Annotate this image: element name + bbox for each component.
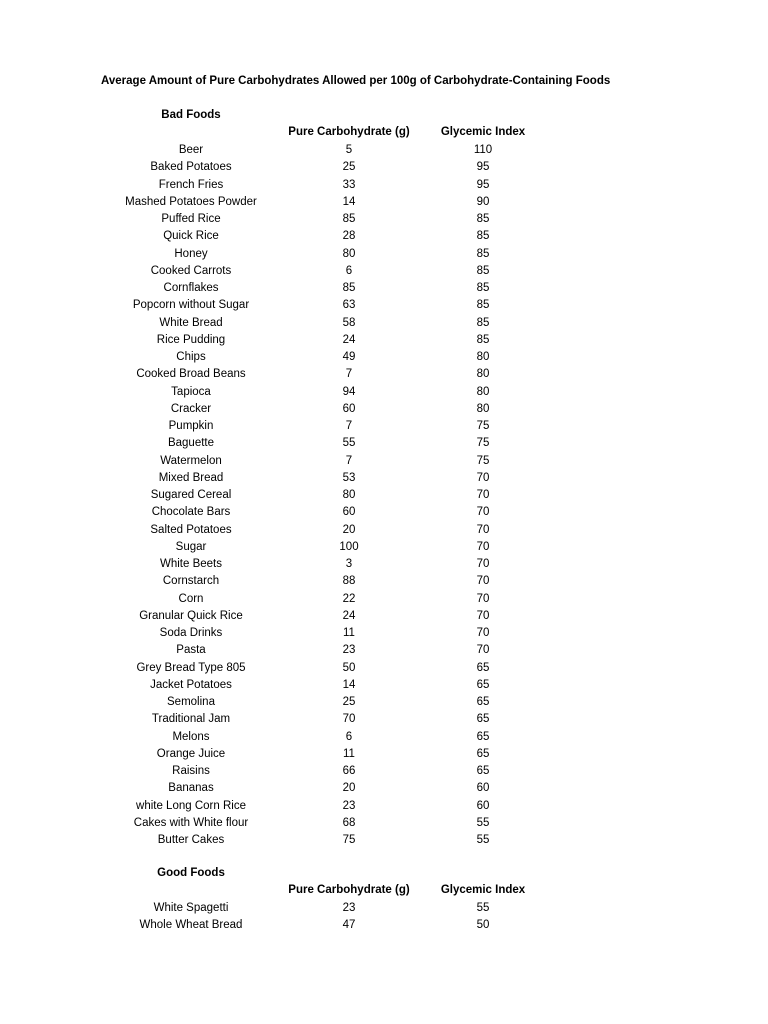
food-name: Tapioca — [171, 385, 211, 398]
glycemic-index-value: 70 — [476, 644, 490, 657]
food-name: Corn — [178, 592, 204, 605]
table-row — [0, 470, 768, 487]
food-name: Melons — [172, 730, 210, 743]
pure-carbohydrate-value: 25 — [342, 696, 356, 708]
table-row — [0, 591, 768, 608]
good-foods-table — [0, 900, 768, 935]
glycemic-index-value: 110 — [473, 144, 493, 156]
food-name: Traditional Jam — [151, 713, 231, 726]
food-name: White Spagetti — [153, 902, 229, 914]
glycemic-index-value: 70 — [476, 523, 490, 536]
pure-carbohydrate-value: 33 — [342, 178, 356, 191]
table-row — [0, 660, 768, 677]
glycemic-index-value: 70 — [476, 558, 490, 570]
table-row — [0, 677, 768, 694]
food-name: Cakes with White flour — [133, 816, 249, 829]
pure-carbohydrate-value: 66 — [342, 765, 356, 777]
glycemic-index-value: 85 — [476, 299, 490, 312]
pure-carbohydrate-value: 85 — [342, 213, 356, 225]
bad-foods-gi-header: Glycemic Index — [440, 126, 526, 138]
table-row — [0, 573, 768, 590]
table-row — [0, 297, 768, 314]
glycemic-index-value: 85 — [476, 333, 490, 346]
glycemic-index-value: 70 — [476, 592, 490, 605]
pure-carbohydrate-value: 53 — [342, 471, 356, 484]
food-name: Puffed Rice — [161, 213, 221, 225]
pure-carbohydrate-value: 6 — [345, 730, 353, 743]
table-row — [0, 522, 768, 539]
pure-carbohydrate-value: 14 — [342, 678, 356, 691]
glycemic-index-value: 65 — [476, 678, 490, 691]
pure-carbohydrate-value: 23 — [342, 902, 356, 914]
table-row — [0, 642, 768, 659]
bad-foods-carb-header: Pure Carbohydrate (g) — [288, 126, 410, 138]
food-name: Chocolate Bars — [151, 506, 231, 519]
pure-carbohydrate-value: 50 — [342, 661, 356, 674]
glycemic-index-value: 80 — [476, 351, 490, 363]
food-name: Baguette — [167, 437, 215, 450]
food-name: Cooked Carrots — [150, 264, 232, 277]
pure-carbohydrate-value: 20 — [342, 782, 356, 795]
glycemic-index-value: 95 — [476, 178, 490, 191]
glycemic-index-value: 55 — [476, 902, 490, 914]
table-row — [0, 177, 768, 194]
good-foods-gi-header: Glycemic Index — [440, 884, 526, 896]
pure-carbohydrate-value: 28 — [342, 230, 356, 243]
table-row — [0, 487, 768, 504]
glycemic-index-value: 65 — [476, 661, 490, 674]
pure-carbohydrate-value: 49 — [342, 351, 356, 363]
glycemic-index-value: 95 — [476, 161, 490, 174]
food-name: Mashed Potatoes Powder — [125, 195, 257, 208]
pure-carbohydrate-value: 23 — [342, 644, 356, 657]
food-name: Sugar — [175, 540, 207, 553]
table-row — [0, 366, 768, 383]
food-name: Jacket Potatoes — [150, 678, 232, 691]
food-name: Cornflakes — [163, 282, 219, 294]
pure-carbohydrate-value: 94 — [342, 385, 356, 398]
pure-carbohydrate-value: 68 — [342, 816, 356, 829]
glycemic-index-value: 70 — [476, 471, 490, 484]
food-name: Soda Drinks — [159, 627, 223, 639]
food-name: French Fries — [158, 178, 224, 191]
food-name: Pumpkin — [168, 420, 214, 432]
table-row — [0, 453, 768, 470]
glycemic-index-value: 75 — [476, 420, 490, 432]
pure-carbohydrate-value: 23 — [342, 799, 356, 812]
table-row — [0, 332, 768, 349]
food-name: white Long Corn Rice — [136, 799, 246, 812]
pure-carbohydrate-value: 20 — [342, 523, 356, 536]
table-row — [0, 746, 768, 763]
glycemic-index-value: 65 — [476, 713, 490, 726]
glycemic-index-value: 80 — [476, 402, 490, 415]
table-row — [0, 401, 768, 418]
food-name: Semolina — [167, 696, 215, 708]
pure-carbohydrate-value: 11 — [343, 747, 355, 760]
pure-carbohydrate-value: 24 — [342, 609, 356, 622]
glycemic-index-value: 65 — [476, 696, 490, 708]
pure-carbohydrate-value: 100 — [339, 540, 359, 553]
table-row — [0, 729, 768, 746]
glycemic-index-value: 70 — [476, 609, 490, 622]
table-row — [0, 263, 768, 280]
glycemic-index-value: 80 — [476, 385, 490, 398]
food-name: Granular Quick Rice — [139, 609, 243, 622]
food-name: Raisins — [172, 765, 210, 777]
glycemic-index-value: 50 — [476, 919, 490, 932]
good-foods-heading: Good Foods — [157, 867, 225, 879]
pure-carbohydrate-value: 85 — [342, 282, 356, 294]
table-row — [0, 900, 768, 917]
glycemic-index-value: 70 — [476, 489, 490, 501]
table-row — [0, 815, 768, 832]
table-row — [0, 194, 768, 211]
pure-carbohydrate-value: 25 — [342, 161, 356, 174]
glycemic-index-value: 65 — [476, 730, 490, 743]
pure-carbohydrate-value: 58 — [342, 316, 356, 329]
glycemic-index-value: 90 — [476, 195, 490, 208]
table-row — [0, 917, 768, 934]
pure-carbohydrate-value: 24 — [342, 333, 356, 346]
food-name: Grey Bread Type 805 — [136, 661, 246, 674]
pure-carbohydrate-value: 70 — [342, 713, 356, 726]
table-row — [0, 539, 768, 556]
pure-carbohydrate-value: 7 — [345, 454, 353, 467]
bad-foods-table — [0, 142, 768, 849]
glycemic-index-value: 60 — [476, 799, 490, 812]
glycemic-index-value: 55 — [476, 834, 490, 846]
glycemic-index-value: 70 — [476, 540, 490, 553]
glycemic-index-value: 75 — [476, 454, 490, 467]
table-row — [0, 694, 768, 711]
glycemic-index-value: 75 — [476, 437, 490, 450]
table-row — [0, 384, 768, 401]
glycemic-index-value: 85 — [476, 264, 490, 277]
table-row — [0, 246, 768, 263]
food-name: Beer — [178, 144, 204, 156]
pure-carbohydrate-value: 7 — [345, 420, 353, 432]
pure-carbohydrate-value: 11 — [343, 627, 355, 639]
glycemic-index-value: 70 — [476, 627, 490, 639]
bad-foods-heading: Bad Foods — [161, 109, 221, 121]
pure-carbohydrate-value: 80 — [342, 247, 356, 260]
food-name: Quick Rice — [163, 230, 219, 243]
food-name: Baked Potatoes — [150, 161, 232, 174]
table-row — [0, 832, 768, 849]
table-row — [0, 159, 768, 176]
table-row — [0, 418, 768, 435]
glycemic-index-value: 85 — [476, 230, 490, 243]
pure-carbohydrate-value: 60 — [342, 402, 356, 415]
glycemic-index-value: 80 — [476, 368, 490, 381]
food-name: Cooked Broad Beans — [136, 368, 246, 381]
food-name: Salted Potatoes — [150, 523, 232, 536]
pure-carbohydrate-value: 60 — [342, 506, 356, 519]
table-row — [0, 211, 768, 228]
food-name: Popcorn without Sugar — [132, 299, 250, 312]
food-name: Chips — [176, 351, 206, 363]
pure-carbohydrate-value: 55 — [342, 437, 356, 450]
pure-carbohydrate-value: 22 — [342, 592, 356, 605]
food-name: Whole Wheat Bread — [139, 919, 243, 932]
food-name: White Beets — [160, 558, 222, 570]
food-name: White Bread — [159, 316, 223, 329]
pure-carbohydrate-value: 88 — [342, 575, 356, 588]
pure-carbohydrate-value: 5 — [345, 144, 353, 156]
food-name: Watermelon — [160, 454, 222, 467]
table-row — [0, 315, 768, 332]
table-row — [0, 556, 768, 573]
table-row — [0, 625, 768, 642]
pure-carbohydrate-value: 6 — [345, 264, 353, 277]
table-row — [0, 435, 768, 452]
pure-carbohydrate-value: 14 — [342, 195, 356, 208]
glycemic-index-value: 85 — [476, 316, 490, 329]
table-row — [0, 780, 768, 797]
table-row — [0, 280, 768, 297]
pure-carbohydrate-value: 75 — [342, 834, 356, 846]
glycemic-index-value: 55 — [476, 816, 490, 829]
table-row — [0, 142, 768, 159]
pure-carbohydrate-value: 80 — [342, 489, 356, 501]
food-name: Cracker — [170, 402, 212, 415]
food-name: Butter Cakes — [157, 834, 225, 846]
glycemic-index-value: 85 — [476, 213, 490, 225]
pure-carbohydrate-value: 63 — [342, 299, 356, 312]
table-row — [0, 798, 768, 815]
glycemic-index-value: 85 — [476, 282, 490, 294]
glycemic-index-value: 65 — [476, 765, 490, 777]
food-name: Orange Juice — [156, 747, 226, 760]
table-row — [0, 504, 768, 521]
table-row — [0, 763, 768, 780]
food-name: Rice Pudding — [156, 333, 226, 346]
table-row — [0, 349, 768, 366]
page-title: Average Amount of Pure Carbohydrates Allowed per 100g of Carbohydrate-Containing Foods — [101, 75, 611, 87]
glycemic-index-value: 65 — [476, 747, 490, 760]
glycemic-index-value: 85 — [476, 247, 490, 260]
food-name: Sugared Cereal — [150, 489, 232, 501]
food-name: Honey — [174, 247, 208, 260]
pure-carbohydrate-value: 7 — [345, 368, 353, 381]
table-row — [0, 608, 768, 625]
table-row — [0, 711, 768, 728]
food-name: Pasta — [176, 644, 206, 657]
food-name: Mixed Bread — [158, 471, 224, 484]
pure-carbohydrate-value: 3 — [345, 558, 353, 570]
glycemic-index-value: 60 — [476, 782, 490, 795]
food-name: Bananas — [168, 782, 214, 795]
table-row — [0, 228, 768, 245]
glycemic-index-value: 70 — [476, 506, 490, 519]
pure-carbohydrate-value: 47 — [342, 919, 356, 932]
food-name: Cornstarch — [162, 575, 220, 588]
glycemic-index-value: 70 — [476, 575, 490, 588]
good-foods-carb-header: Pure Carbohydrate (g) — [288, 884, 410, 896]
